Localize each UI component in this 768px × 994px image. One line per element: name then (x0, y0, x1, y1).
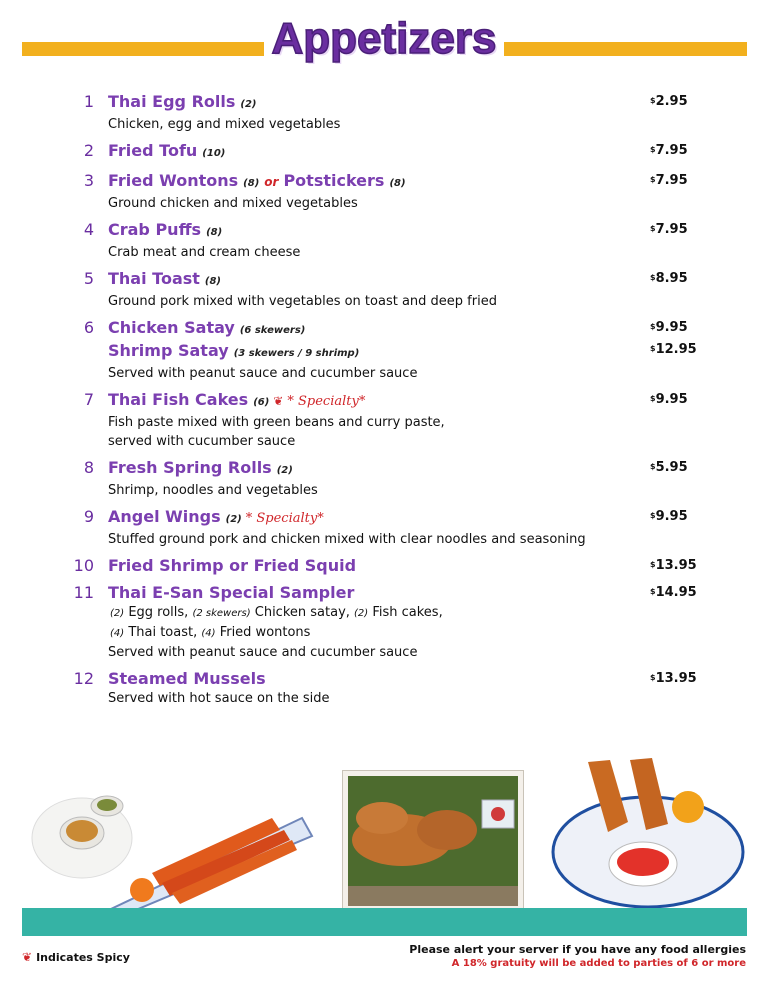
item-body (108, 269, 638, 311)
item-body (108, 583, 638, 662)
price-value: 8.95 (655, 271, 688, 286)
item-number: 3 (83, 171, 94, 190)
price-value: 9.95 (655, 392, 688, 407)
item-body (108, 458, 638, 500)
item-description: Shrimp, noodles and vegetables (108, 483, 318, 498)
item-quantity: (2) (225, 514, 242, 525)
item-description: Stuffed ground pork and chicken mixed with clear noodles and seasoning (108, 532, 586, 547)
footer-notes (409, 942, 746, 971)
item-quantity: (6 skewers) (239, 325, 306, 336)
spicy-legend (22, 950, 130, 964)
item-title-line (108, 583, 638, 603)
item-number: 1 (83, 92, 94, 111)
item-name: Crab Puffs (108, 220, 202, 239)
specialty-badge: * Specialty* (245, 511, 324, 526)
price-value: 13.95 (655, 671, 697, 686)
item-title-line (108, 507, 638, 530)
item-number: 2 (83, 141, 94, 160)
item-name: Fresh Spring Rolls (108, 458, 272, 477)
currency-symbol: $ (650, 462, 656, 471)
menu-item (0, 220, 768, 262)
allergy-note: Please alert your server if you have any food allergies (409, 943, 746, 956)
item-number: 6 (83, 318, 94, 337)
item-name: Shrimp Satay (108, 341, 229, 360)
item-description: served with cucumber sauce (108, 434, 296, 449)
price-value: 5.95 (655, 460, 688, 475)
item-title-line (108, 269, 638, 292)
item-name: Chicken Satay (108, 318, 235, 337)
item-name: Thai Fish Cakes (108, 390, 249, 409)
menu-item (0, 92, 768, 134)
item-name: Thai E-San Special Sampler (108, 583, 355, 602)
item-title-line (108, 669, 638, 689)
item-number: 5 (83, 269, 94, 288)
sampler-text: Fried wontons (219, 625, 311, 640)
item-name-alt: Potstickers (283, 171, 385, 190)
chili-icon: ❦ (22, 950, 33, 964)
item-quantity: (10) (202, 148, 226, 159)
item-number: 11 (73, 583, 94, 602)
price-value: 12.95 (655, 342, 697, 357)
currency-symbol: $ (650, 322, 656, 331)
item-title-line (108, 141, 638, 164)
item-title-line (108, 390, 638, 413)
item-number: 4 (83, 220, 94, 239)
currency-symbol: $ (650, 175, 656, 184)
item-price (650, 669, 697, 689)
item-description: Fish paste mixed with green beans and curry paste, (108, 415, 445, 430)
or-label: or (264, 175, 279, 189)
price-value: 7.95 (655, 173, 688, 188)
sampler-qty: (4) (110, 628, 125, 639)
item-name: Thai Toast (108, 269, 200, 288)
specialty-badge: * Specialty* (287, 394, 366, 409)
sampler-qty: (2 skewers) (192, 608, 251, 619)
item-price (650, 220, 688, 240)
menu-item (0, 583, 768, 662)
satay-plate-photo (22, 778, 322, 920)
item-quantity: (8) (204, 276, 222, 287)
item-body (108, 556, 638, 576)
currency-symbol: $ (650, 560, 656, 569)
page-title (0, 14, 768, 64)
item-description: Crab meat and cream cheese (108, 245, 301, 260)
item-description: Served with peanut sauce and cucumber sauce (108, 645, 418, 660)
sampler-text: Chicken satay, (254, 605, 350, 620)
item-body (108, 220, 638, 262)
menu-item (0, 458, 768, 500)
item-name: Thai Egg Rolls (108, 92, 236, 111)
angel-wings-photo (548, 752, 748, 910)
item-body (108, 141, 638, 164)
currency-symbol: $ (650, 344, 656, 353)
gratuity-note: A 18% gratuity will be added to parties of 6 or more (451, 958, 746, 969)
currency-symbol: $ (650, 224, 656, 233)
price-value: 7.95 (655, 143, 688, 158)
item-title-line (108, 556, 638, 576)
currency-symbol: $ (650, 273, 656, 282)
item-name: Angel Wings (108, 507, 221, 526)
currency-symbol: $ (650, 511, 656, 520)
item-number: 12 (73, 669, 94, 688)
currency-symbol: $ (650, 587, 656, 596)
menu-item (0, 269, 768, 311)
item-name: Steamed Mussels (108, 669, 266, 688)
menu-item (0, 171, 768, 213)
item-quantity: (2) (276, 465, 293, 476)
currency-symbol: $ (650, 394, 656, 403)
fish-cakes-photo (342, 770, 524, 912)
item-description: Ground chicken and mixed vegetables (108, 196, 358, 211)
currency-symbol: $ (650, 96, 656, 105)
sampler-qty: (2) (110, 608, 125, 619)
menu-item (0, 556, 768, 576)
item-price (650, 269, 688, 289)
item-title-line (108, 341, 638, 364)
item-price (650, 507, 688, 527)
price-value: 2.95 (655, 94, 688, 109)
item-price (650, 141, 688, 161)
item-price (650, 92, 688, 112)
item-body (108, 171, 638, 213)
item-name: Fried Tofu (108, 141, 198, 160)
price-value: 9.95 (655, 509, 688, 524)
item-name: Fried Wontons (108, 171, 239, 190)
sampler-line (108, 623, 638, 643)
item-description: Chicken, egg and mixed vegetables (108, 117, 341, 132)
item-price (650, 390, 688, 410)
item-number: 8 (83, 458, 94, 477)
bottom-teal-band (22, 908, 747, 936)
item-title-line (108, 318, 638, 341)
item-number: 10 (73, 556, 94, 575)
item-number: 9 (83, 507, 94, 526)
item-quantity: (8) (243, 178, 260, 189)
item-description: Served with hot sauce on the side (108, 691, 330, 706)
item-title-line (108, 92, 638, 115)
chili-icon: ❦ (273, 394, 284, 408)
menu-item (0, 390, 768, 451)
item-description: Served with peanut sauce and cucumber sauce (108, 366, 418, 381)
spicy-legend-text: Indicates Spicy (36, 951, 130, 964)
item-body (108, 390, 638, 451)
sampler-line (108, 603, 638, 623)
item-price (650, 318, 688, 338)
item-description: Ground pork mixed with vegetables on toast and deep fried (108, 294, 497, 309)
price-value: 13.95 (655, 558, 697, 573)
sampler-text: Thai toast, (128, 625, 198, 640)
item-title-line (108, 171, 638, 194)
item-title-line (108, 220, 638, 243)
item-price (650, 458, 688, 478)
item-quantity: (3 skewers / 9 shrimp) (233, 348, 360, 359)
item-price (650, 556, 697, 576)
item-body (108, 318, 638, 383)
item-body (108, 669, 638, 708)
price-value: 14.95 (655, 585, 697, 600)
item-quantity: (2) (240, 99, 257, 110)
menu-item (0, 507, 768, 549)
sampler-text: Egg rolls, (128, 605, 189, 620)
item-number: 7 (83, 390, 94, 409)
menu-item (0, 669, 768, 708)
item-quantity: (6) (253, 397, 270, 408)
item-body (108, 92, 638, 134)
item-price (650, 583, 697, 603)
sampler-qty: (4) (201, 628, 216, 639)
menu-item (0, 141, 768, 164)
currency-symbol: $ (650, 145, 656, 154)
item-quantity: (8) (389, 178, 406, 189)
currency-symbol: $ (650, 673, 656, 682)
sampler-qty: (2) (354, 608, 369, 619)
menu-item-list (0, 92, 768, 715)
sampler-text: Fish cakes, (372, 605, 443, 620)
item-name: Fried Shrimp or Fried Squid (108, 556, 357, 575)
menu-item (0, 318, 768, 383)
item-price (650, 340, 697, 360)
item-quantity: (8) (206, 227, 223, 238)
item-title-line (108, 458, 638, 481)
price-value: 7.95 (655, 222, 688, 237)
page-title-text: Appetizers (264, 14, 505, 63)
price-value: 9.95 (655, 320, 688, 335)
item-price (650, 171, 688, 191)
item-body (108, 507, 638, 549)
